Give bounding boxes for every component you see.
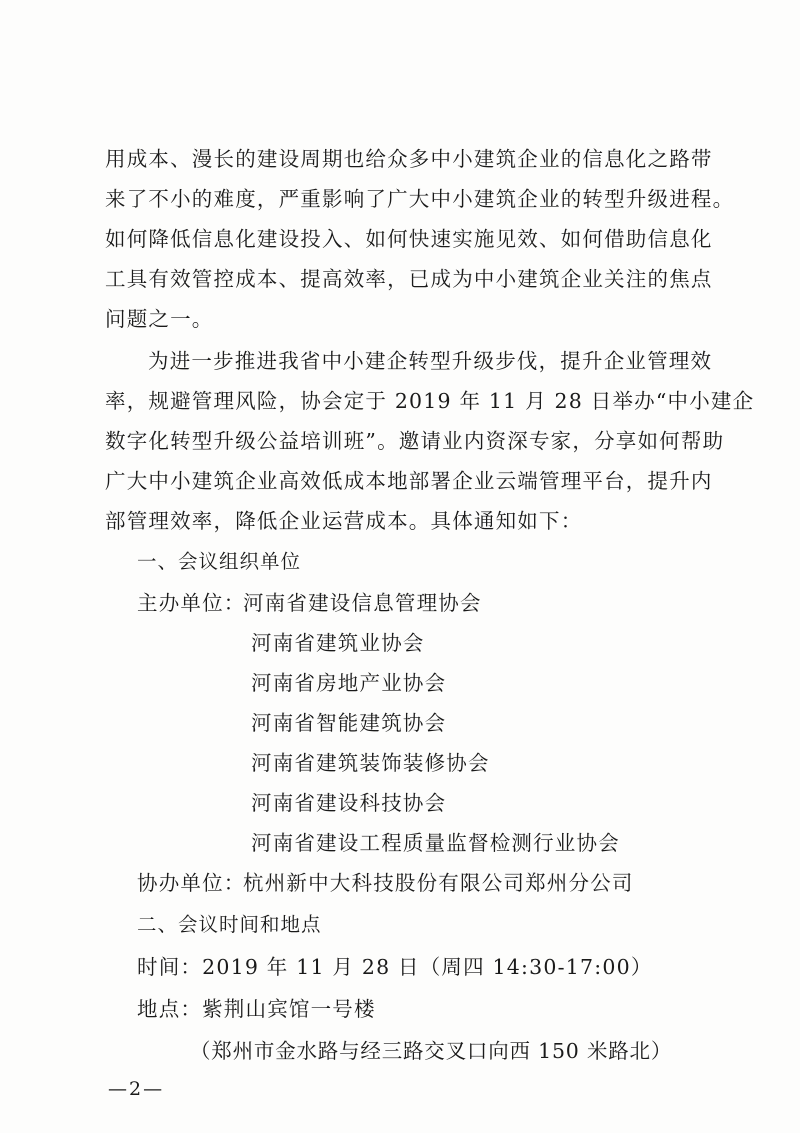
paragraph1-line-3: 如何降低信息化建设投入、如何快速实施见效、如何借助信息化 <box>105 227 713 251</box>
paragraph2-line-5: 部管理效率，降低企业运营成本。具体通知如下： <box>105 509 583 533</box>
section2-heading: 二、会议时间和地点 <box>137 913 322 936</box>
paragraph1-line-4: 工具有效管控成本、提高效率，已成为中小建筑企业关注的焦点 <box>105 267 713 291</box>
section1-heading: 一、会议组织单位 <box>137 550 302 573</box>
host-label: 主办单位： <box>137 591 246 615</box>
page-number: —2— <box>108 1078 165 1100</box>
meeting-place-detail: （郑州市金水路与经三路交叉口向西 150 米路北） <box>190 1039 673 1063</box>
host-organization-3: 河南省房地产业协会 <box>251 671 447 695</box>
host-organization-6: 河南省建设科技协会 <box>251 791 447 815</box>
host-organization-4: 河南省智能建筑协会 <box>251 711 447 735</box>
paragraph2-line-4: 广大中小建筑企业高效低成本地部署企业云端管理平台，提升内 <box>105 469 713 493</box>
paragraph1-line-1: 用成本、漫长的建设周期也给众多中小建筑企业的信息化之路带 <box>105 147 713 171</box>
paragraph2-line-1: 为进一步推进我省中小建企转型升级步伐，提升企业管理效 <box>148 349 713 373</box>
paragraph1-line-2: 来了不小的难度，严重影响了广大中小建筑企业的转型升级进程。 <box>105 187 735 211</box>
host-organization-5: 河南省建筑装饰装修协会 <box>251 751 490 775</box>
host-organization-7: 河南省建设工程质量监督检测行业协会 <box>251 831 620 855</box>
host-organization-2: 河南省建筑业协会 <box>251 631 425 655</box>
co-organizer-label: 协办单位： <box>137 871 246 895</box>
paragraph1-line-5: 问题之一。 <box>105 307 214 331</box>
meeting-time: 时间：2019 年 11 月 28 日（周四 14:30-17:00） <box>137 955 653 979</box>
meeting-place: 地点：紫荆山宾馆一号楼 <box>137 997 376 1021</box>
host-organization-1: 河南省建设信息管理协会 <box>243 591 482 615</box>
co-organizer: 杭州新中大科技股份有限公司郑州分公司 <box>243 871 634 895</box>
paragraph2-line-3: 数字化转型升级公益培训班”。邀请业内资深专家，分享如何帮助 <box>105 429 725 453</box>
paragraph2-line-2: 率，规避管理风险，协会定于 2019 年 11 月 28 日举办“中小建企 <box>105 389 755 413</box>
